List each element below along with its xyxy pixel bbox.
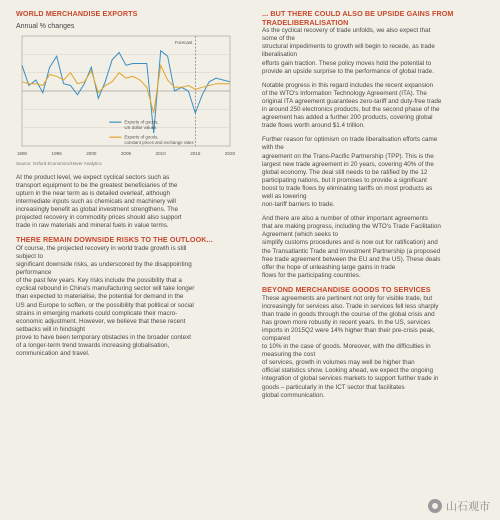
x-tick-label: 2015 <box>190 150 201 156</box>
text-line: well as lowering <box>262 192 307 200</box>
text-line: that are making progress, including the WTO's Trade Facilitation <box>262 223 441 231</box>
x-tick-label: 2000 <box>86 150 97 156</box>
text-line: original ITA agreement guarantees zero-tariff and duty-free trade <box>262 97 442 105</box>
text-line: imports in 2015Q2 were 14% higher than their pre-crisis peak, <box>262 326 435 334</box>
chart-svg <box>16 32 236 160</box>
right-paragraph-5 <box>262 295 490 400</box>
text-line: setbacks will in hindsight <box>16 325 85 333</box>
watermark-logo-icon <box>428 499 442 513</box>
x-tick-label: 2005 <box>120 150 132 156</box>
text-line: global economy. The deal still needs to be ratified by the 12 <box>262 168 428 176</box>
chart-heading: WORLD MERCHANDISE EXPORTS <box>16 9 138 18</box>
text-line: agreement has added a further 200 products, covering global <box>262 114 433 122</box>
text-line: ... BUT THERE COULD ALSO BE UPSIDE GAINS FROM TRADE <box>262 9 454 27</box>
text-line: largest new trade agreement in 20 years, covering 40% of the <box>262 160 434 168</box>
watermark-text: 山石观市 <box>446 500 490 513</box>
legend-label: Exports of goods, <box>124 119 159 125</box>
text-line: measuring the cost <box>262 351 316 359</box>
left-paragraph-2 <box>16 245 244 358</box>
text-line: some of the <box>262 35 295 43</box>
text-line: Further reason for optimism on trade liberalisation efforts came <box>262 136 438 144</box>
left-column <box>16 10 244 364</box>
text-line: intermediate inputs such as chemicals and machinery will <box>16 197 176 205</box>
text-line: non-tariff barriers to trade. <box>262 201 335 209</box>
text-line: increasingly for services also. Trade in services fell less sharply <box>262 302 439 310</box>
text-line: Agreement (which seeks to <box>262 231 338 239</box>
text-line: global communication. <box>262 391 325 399</box>
text-line: At the product level, we expect cyclical sectors such as <box>16 173 170 181</box>
text-line: to 10% in the case of goods. Moreover, with the difficulties in <box>262 343 431 351</box>
text-line: And there are also a number of other important agreements <box>262 215 428 223</box>
x-tick-label: 2020 <box>224 150 236 156</box>
text-line: than expected to materialise, the potential for demand in the <box>16 293 184 301</box>
legend-label: constant prices and exchange rates <box>124 139 194 145</box>
text-line: provide an upside surprise to the performance of global trade. <box>262 67 434 75</box>
text-line: offer the hope of unleashing large gains in trade <box>262 263 396 271</box>
text-line: of the past few years. Key risks include the possibility that a <box>16 277 182 285</box>
text-line: trade in raw materials and mineral fuels in value terms. <box>16 222 169 230</box>
text-line: structural impediments to growth will begin to recede, as trade <box>262 43 435 51</box>
text-line: the Transatlantic Trade and Investment Partnership (a proposed <box>262 247 441 255</box>
text-line: than trade in goods through the course of the global crisis and <box>262 310 435 318</box>
text-line: goods – particularly in the ICT sector that facilitates <box>262 383 405 391</box>
left-paragraph-1 <box>16 174 244 231</box>
x-tick-label: 1995 <box>51 150 62 156</box>
text-line: in around 250 electronics products, but the second phase of the <box>262 106 440 114</box>
text-line: These agreements are pertinent not only for visible trade, but <box>262 294 433 302</box>
legend-label: Exports of goods, <box>124 134 159 140</box>
text-line: performance <box>16 269 52 277</box>
text-line: significant downside risks, as underscored by the disappointing <box>16 261 192 269</box>
text-line: cyclical rebound in China's manufacturing sector will take longer <box>16 285 195 293</box>
text-line: liberalisation <box>262 51 298 59</box>
right-paragraph-2 <box>262 82 490 131</box>
text-line: LIBERALISATION <box>287 17 349 27</box>
forecast-label: Forecast <box>174 39 193 45</box>
text-line: boost to trade flows by eliminating tariffs on most products as <box>262 184 433 192</box>
chart <box>16 32 236 160</box>
text-line: simplify customs procedures and is now out for ratification) and <box>262 239 438 247</box>
text-line: trade flows worth around $1.4 trillion. <box>262 122 365 130</box>
right-paragraph-4 <box>262 215 490 280</box>
text-line: compared <box>262 334 291 342</box>
chart-source: Source: Oxford Economics/Haver Analytics <box>16 160 102 166</box>
text-line: Notable progress in this regard includes the recent expansion <box>262 81 434 89</box>
watermark <box>428 498 490 514</box>
text-line: increasingly benefit as global investment strengthens. The <box>16 205 178 213</box>
section-heading-downside-risks: THERE REMAIN DOWNSIDE RISKS TO THE OUTLOOK... <box>16 235 213 245</box>
text-line: projected recovery in commodity prices should also support <box>16 214 182 222</box>
text-line: official statistics show. Looking ahead, we expect the ongoing <box>262 367 434 375</box>
text-line: prove to have been temporary obstacles in the broader context <box>16 333 192 341</box>
text-line: communication and travel. <box>16 350 90 358</box>
text-line: flows for the participating countries. <box>262 271 361 279</box>
text-line: integration of global services markets to support further trade in <box>262 375 439 383</box>
text-line: strains in emerging markets could complicate their macro- <box>16 309 178 317</box>
right-column <box>262 10 490 406</box>
right-paragraph-1 <box>262 27 490 76</box>
text-line: US and Europe to soften, or the possibility that political or social <box>16 301 194 309</box>
text-line: transport equipment to be the greatest beneficiaries of the <box>16 181 178 189</box>
text-line: subject to <box>16 252 43 260</box>
text-line: with the <box>262 144 284 152</box>
section-heading-upside-gains <box>262 10 490 27</box>
chart-subtitle: Annual % changes <box>16 22 75 30</box>
text-line: has grown more robustly in recent years. In the US, services <box>262 318 431 326</box>
text-line: efforts gain traction. These policy moves hold the potential to <box>262 59 432 67</box>
text-line: of the WTO's Information Technology Agreement (ITA). The <box>262 89 427 97</box>
x-tick-label: 2010 <box>155 150 166 156</box>
x-tick-label: 1990 <box>16 150 28 156</box>
right-paragraph-3 <box>262 136 490 209</box>
text-line: of a longer-term trend towards increasing globalisation, <box>16 341 170 349</box>
text-line: economic adjustment. However, we believe that these recent <box>16 317 186 325</box>
text-line: upturn in the near term as is detailed overleaf, although <box>16 189 171 197</box>
text-line: agreement on the Trans-Pacific Partnership (TPP). This is the <box>262 152 434 160</box>
section-heading-services: BEYOND MERCHANDISE GOODS TO SERVICES <box>262 284 431 294</box>
text-line: Of course, the projected recovery in world trade growth is still <box>16 244 187 252</box>
series-line-2 <box>22 65 230 113</box>
legend-label: US dollar values <box>124 124 157 130</box>
text-line: As the cyclical recovery of trade unfolds, we also expect that <box>262 27 431 35</box>
text-line: of services, growth in volumes may well be higher than <box>262 359 415 367</box>
text-line: participating nations, but it promises to provide a significant <box>262 176 427 184</box>
text-line: free trade agreement between the EU and the US). These deals <box>262 255 441 263</box>
